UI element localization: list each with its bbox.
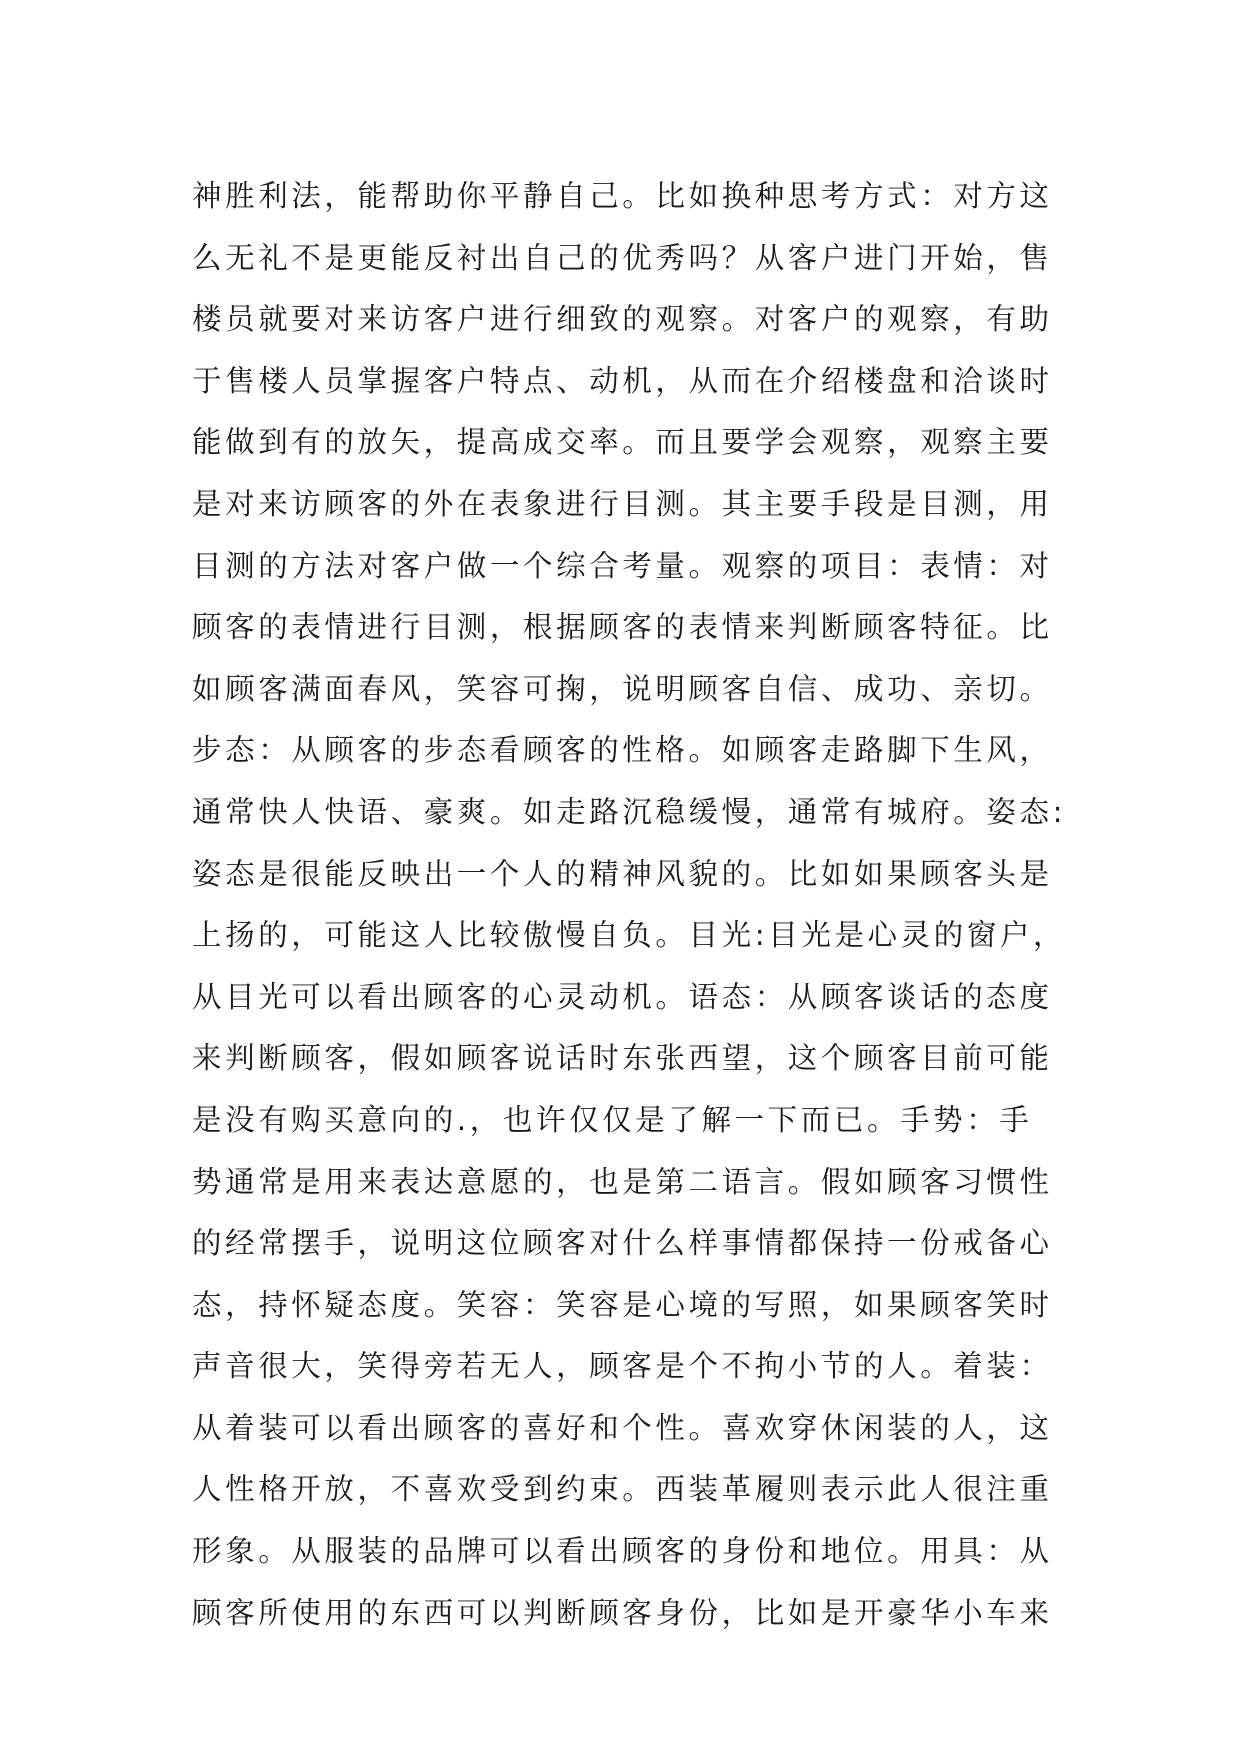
text-line: 么无礼不是更能反衬出自己的优秀吗？从客户进门开始，售 — [192, 240, 1053, 275]
text-line: 形象。从服装的品牌可以看出顾客的身份和地位。用具：从 — [192, 1534, 1053, 1569]
text-line: 能做到有的放矢，提高成交率。而且要学会观察，观察主要 — [192, 425, 1053, 460]
text-line: 目测的方法对客户做一个综合考量。观察的项目：表情：对 — [192, 548, 1053, 583]
text-line: 楼员就要对来访客户进行细致的观察。对客户的观察，有助 — [192, 302, 1053, 337]
text-line: 势通常是用来表达意愿的，也是第二语言。假如顾客习惯性 — [192, 1164, 1053, 1199]
text-line: 声音很大，笑得旁若无人，顾客是个不拘小节的人。着装： — [192, 1349, 1053, 1384]
text-line: 是对来访顾客的外在表象进行目测。其主要手段是目测，用 — [192, 486, 1053, 521]
text-line: 态，持怀疑态度。笑容：笑容是心境的写照，如果顾客笑时 — [192, 1287, 1053, 1322]
text-line: 神胜利法，能帮助你平静自己。比如换种思考方式：对方这 — [192, 179, 1053, 213]
text-line: 于售楼人员掌握客户特点、动机，从而在介绍楼盘和洽谈时 — [192, 363, 1053, 398]
text-line: 如顾客满面春风，笑容可掬，说明顾客自信、成功、亲切。 — [192, 671, 1053, 706]
text-line: 顾客的表情进行目测，根据顾客的表情来判断顾客特征。比 — [192, 610, 1053, 645]
text-line: 上扬的，可能这人比较傲慢自负。目光:目光是心灵的窗户， — [192, 918, 1067, 953]
text-line: 从着装可以看出顾客的喜好和个性。喜欢穿休闲装的人，这 — [192, 1410, 1053, 1445]
text-line: 步态：从顾客的步态看顾客的性格。如顾客走路脚下生风， — [192, 733, 1053, 768]
text-line: 来判断顾客，假如顾客说话时东张西望，这个顾客目前可能 — [192, 1041, 1053, 1076]
text-line: 是没有购买意向的.，也许仅仅是了解一下而已。手势：手 — [192, 1102, 1033, 1137]
body-text — [192, 166, 1072, 1644]
text-line: 从目光可以看出顾客的心灵动机。语态：从顾客谈话的态度 — [192, 979, 1053, 1014]
text-line: 姿态是很能反映出一个人的精神风貌的。比如如果顾客头是 — [192, 856, 1053, 891]
text-line: 人性格开放，不喜欢受到约束。西装革履则表示此人很注重 — [192, 1472, 1053, 1507]
text-line: 通常快人快语、豪爽。如走路沉稳缓慢，通常有城府。姿态: — [192, 794, 1067, 829]
text-line: 的经常摆手，说明这位顾客对什么样事情都保持一份戒备心 — [192, 1226, 1053, 1261]
text-line: 顾客所使用的东西可以判断顾客身份，比如是开豪华小车来 — [192, 1595, 1053, 1630]
